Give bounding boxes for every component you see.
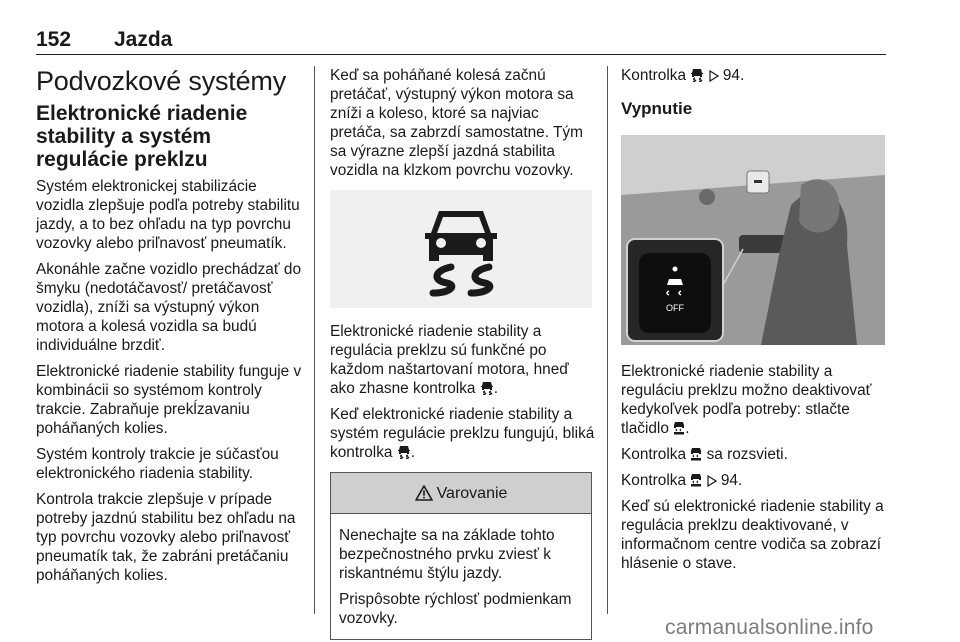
- column-divider: [607, 66, 608, 614]
- esc-off-icon: [690, 473, 702, 487]
- paragraph: Keď elektronické riadenie stability a systém regulácie preklzu fungujú, bliká kontrolka .: [330, 406, 595, 461]
- paragraph: Kontrola trakcie zlepšuje v prípade potreby jazdnú stabilitu bez ohľadu na typ povrchu vozovky alebo priľnavosť pneumatík tak, že zabráni pretáčaniu poháňaných kolies.: [36, 491, 296, 584]
- paragraph: Akonáhle začne vozidlo prechádzať do šmyku (nedotáčavosť/ pretáčavosť vozidla), zníži sa výstupný výkon motora a kolesá vozidla sa budú individuálne brzdiť.: [36, 261, 302, 354]
- paragraph: Nenechajte sa na základe tohto bezpečnostného prvku zviesť k riskantnému štýlu jazdy.: [339, 527, 555, 582]
- column-2: [330, 66, 595, 640]
- esc-off-icon: [690, 447, 702, 461]
- chapter-title: Podvozkové systémy: [36, 66, 286, 96]
- esc-icon: [397, 445, 411, 459]
- column-1: [36, 66, 304, 592]
- subsection-heading: Vypnutie: [621, 99, 693, 118]
- arrow-ref-icon: [709, 70, 719, 82]
- warning-header: [331, 473, 591, 514]
- paragraph: Kontrolka 94.: [621, 472, 743, 489]
- section-title: Jazda: [114, 28, 173, 51]
- paragraph: Systém kontroly trakcie je súčasťou elektronického riadenia stability.: [36, 446, 279, 482]
- paragraph: Elektronické riadenie stability funguje v kombinácii so systémom kontroly trakcie. Zabraňuje prekĺzavaniu poháňaných kolies.: [36, 363, 302, 437]
- esc-icon: [480, 381, 494, 395]
- paragraph: Keď sú elektronické riadenie stability a regulácia preklzu deaktivované, v informačnom centre vodiča sa zobrazí hlásenie o stave.: [621, 498, 884, 572]
- page-number: 152: [36, 28, 72, 51]
- esc-off-button-label: OFF: [666, 303, 684, 313]
- watermark: carmanualsonline.info: [665, 616, 874, 639]
- section-heading: Elektronické riadenie stability a systém regulácie preklzu: [36, 102, 248, 171]
- console-photo: [621, 135, 885, 345]
- paragraph: Kontrolka sa rozsvieti.: [621, 446, 788, 463]
- warning-body: [331, 514, 591, 639]
- esc-off-icon: [673, 421, 685, 435]
- paragraph: Elektronické riadenie stability a reguláciu preklzu možno deaktivovať kedykoľvek podľa potreby: stlačte tlačidlo .: [621, 363, 872, 437]
- paragraph: Elektronické riadenie stability a regulácia preklzu sú funkčné po každom naštartovaní motora, hneď ako zhasne kontrolka .: [330, 323, 569, 397]
- warning-box: [330, 472, 592, 640]
- esc-icon: [411, 201, 511, 297]
- warning-triangle-icon: [415, 485, 433, 501]
- paragraph: Prispôsobte rýchlosť podmienkam vozovky.: [339, 591, 572, 627]
- column-3: [621, 66, 889, 580]
- paragraph: Keď sa poháňané kolesá začnú pretáčať, výstupný výkon motora sa zníži a koleso, ktoré sa najviac pretáča, sa zabrzdí samostatne. Tým sa výrazne zlepší jazdná stabilita vozidla na klzkom povrchu vozovky.: [330, 67, 583, 179]
- arrow-ref-icon: [707, 475, 717, 487]
- warning-title: Varovanie: [436, 484, 508, 502]
- column-divider: [314, 66, 315, 614]
- paragraph: Kontrolka 94.: [621, 67, 745, 84]
- page-header: [36, 28, 886, 55]
- esc-symbol-figure: [330, 190, 592, 308]
- esc-icon: [690, 68, 704, 82]
- paragraph: Systém elektronickej stabilizácie vozidla zlepšuje podľa potreby stabilitu jazdy, a to bez ohľadu na typ povrchu vozovky alebo priľnavosť pneumatík.: [36, 178, 300, 252]
